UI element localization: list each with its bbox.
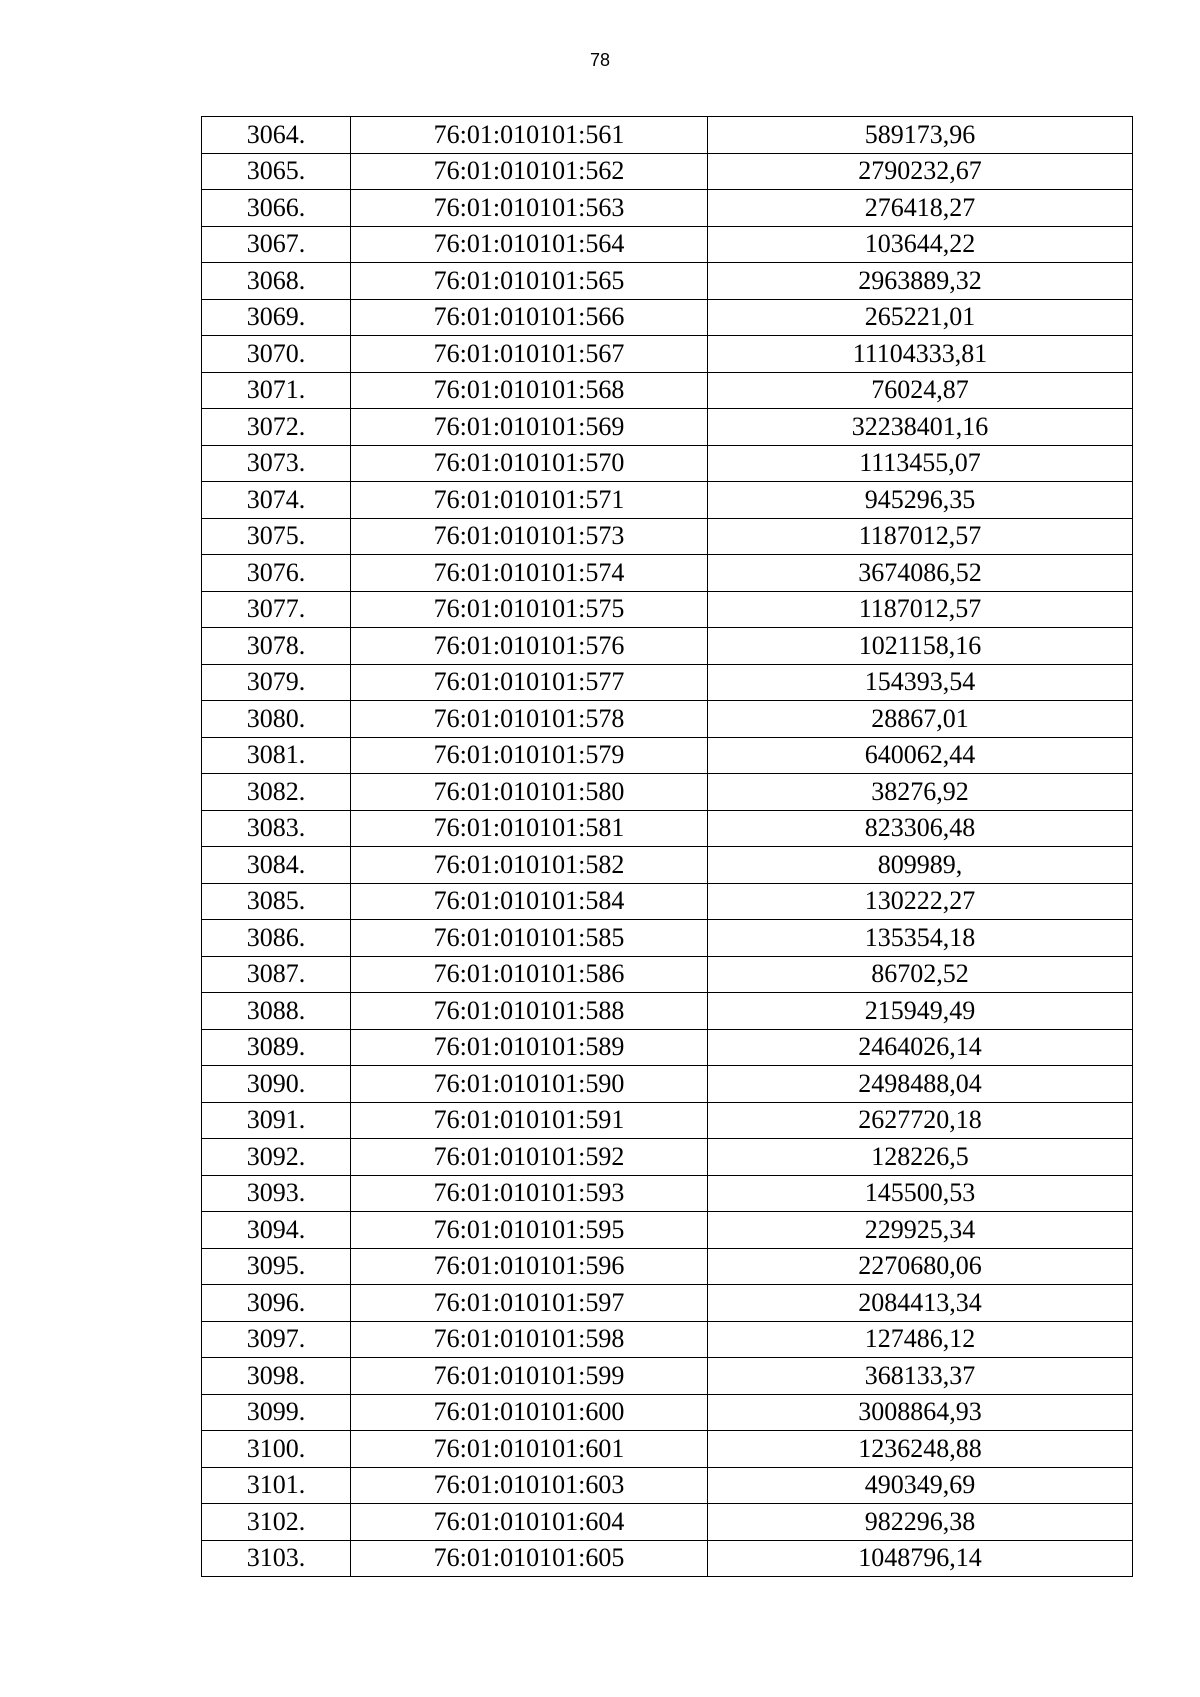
cadastral-number-cell: 76:01:010101:584 <box>351 883 708 920</box>
cadastral-number-cell: 76:01:010101:565 <box>351 263 708 300</box>
table-row <box>202 117 1133 154</box>
row-number-cell: 3072. <box>202 409 351 446</box>
cadastral-number-cell: 76:01:010101:591 <box>351 1102 708 1139</box>
cadastral-number-cell: 76:01:010101:562 <box>351 153 708 190</box>
value-cell: 2790232,67 <box>708 153 1133 190</box>
value-cell: 3674086,52 <box>708 555 1133 592</box>
table-row <box>202 956 1133 993</box>
table-row <box>202 1504 1133 1541</box>
cadastral-value-table <box>201 116 1133 1577</box>
row-number-cell: 3102. <box>202 1504 351 1541</box>
row-number-cell: 3101. <box>202 1467 351 1504</box>
cadastral-number-cell: 76:01:010101:570 <box>351 445 708 482</box>
row-number-cell: 3093. <box>202 1175 351 1212</box>
value-cell: 1187012,57 <box>708 591 1133 628</box>
cadastral-number-cell: 76:01:010101:564 <box>351 226 708 263</box>
row-number-cell: 3090. <box>202 1066 351 1103</box>
value-cell: 1048796,14 <box>708 1540 1133 1577</box>
cadastral-number-cell: 76:01:010101:580 <box>351 774 708 811</box>
table-row <box>202 591 1133 628</box>
table-row <box>202 1394 1133 1431</box>
page-number: 78 <box>589 50 611 70</box>
value-cell: 130222,27 <box>708 883 1133 920</box>
value-cell: 490349,69 <box>708 1467 1133 1504</box>
row-number-cell: 3064. <box>202 117 351 154</box>
cadastral-number-cell: 76:01:010101:575 <box>351 591 708 628</box>
table-row <box>202 1540 1133 1577</box>
cadastral-number-cell: 76:01:010101:568 <box>351 372 708 409</box>
table-row <box>202 518 1133 555</box>
row-number-cell: 3075. <box>202 518 351 555</box>
cadastral-number-cell: 76:01:010101:582 <box>351 847 708 884</box>
value-cell: 32238401,16 <box>708 409 1133 446</box>
value-cell: 823306,48 <box>708 810 1133 847</box>
cadastral-number-cell: 76:01:010101:586 <box>351 956 708 993</box>
table-row <box>202 1321 1133 1358</box>
table-row <box>202 1212 1133 1249</box>
cadastral-number-cell: 76:01:010101:601 <box>351 1431 708 1468</box>
table-row <box>202 1358 1133 1395</box>
row-number-cell: 3065. <box>202 153 351 190</box>
table-row <box>202 1139 1133 1176</box>
cadastral-number-cell: 76:01:010101:592 <box>351 1139 708 1176</box>
table-row <box>202 263 1133 300</box>
cadastral-number-cell: 76:01:010101:603 <box>351 1467 708 1504</box>
row-number-cell: 3074. <box>202 482 351 519</box>
value-cell: 28867,01 <box>708 701 1133 738</box>
row-number-cell: 3096. <box>202 1285 351 1322</box>
cadastral-number-cell: 76:01:010101:561 <box>351 117 708 154</box>
value-cell: 368133,37 <box>708 1358 1133 1395</box>
row-number-cell: 3098. <box>202 1358 351 1395</box>
value-cell: 1113455,07 <box>708 445 1133 482</box>
value-cell: 145500,53 <box>708 1175 1133 1212</box>
cadastral-number-cell: 76:01:010101:595 <box>351 1212 708 1249</box>
cadastral-number-cell: 76:01:010101:573 <box>351 518 708 555</box>
row-number-cell: 3085. <box>202 883 351 920</box>
table-row <box>202 701 1133 738</box>
cadastral-number-cell: 76:01:010101:589 <box>351 1029 708 1066</box>
table-row <box>202 1102 1133 1139</box>
value-cell: 127486,12 <box>708 1321 1133 1358</box>
value-cell: 2464026,14 <box>708 1029 1133 1066</box>
table-row <box>202 664 1133 701</box>
row-number-cell: 3067. <box>202 226 351 263</box>
value-cell: 640062,44 <box>708 737 1133 774</box>
row-number-cell: 3083. <box>202 810 351 847</box>
row-number-cell: 3073. <box>202 445 351 482</box>
table-row <box>202 920 1133 957</box>
table-row <box>202 810 1133 847</box>
row-number-cell: 3080. <box>202 701 351 738</box>
table-row <box>202 628 1133 665</box>
cadastral-number-cell: 76:01:010101:590 <box>351 1066 708 1103</box>
row-number-cell: 3070. <box>202 336 351 373</box>
cadastral-number-cell: 76:01:010101:599 <box>351 1358 708 1395</box>
value-cell: 2627720,18 <box>708 1102 1133 1139</box>
row-number-cell: 3068. <box>202 263 351 300</box>
cadastral-number-cell: 76:01:010101:574 <box>351 555 708 592</box>
table-row <box>202 1175 1133 1212</box>
table-row <box>202 847 1133 884</box>
cadastral-number-cell: 76:01:010101:569 <box>351 409 708 446</box>
row-number-cell: 3077. <box>202 591 351 628</box>
cadastral-number-cell: 76:01:010101:571 <box>351 482 708 519</box>
row-number-cell: 3089. <box>202 1029 351 1066</box>
row-number-cell: 3087. <box>202 956 351 993</box>
row-number-cell: 3092. <box>202 1139 351 1176</box>
table-row <box>202 1431 1133 1468</box>
value-cell: 2270680,06 <box>708 1248 1133 1285</box>
cadastral-number-cell: 76:01:010101:597 <box>351 1285 708 1322</box>
row-number-cell: 3091. <box>202 1102 351 1139</box>
value-cell: 589173,96 <box>708 117 1133 154</box>
cadastral-number-cell: 76:01:010101:604 <box>351 1504 708 1541</box>
table-row <box>202 445 1133 482</box>
value-cell: 103644,22 <box>708 226 1133 263</box>
value-cell: 1236248,88 <box>708 1431 1133 1468</box>
row-number-cell: 3100. <box>202 1431 351 1468</box>
cadastral-number-cell: 76:01:010101:563 <box>351 190 708 227</box>
cadastral-number-cell: 76:01:010101:598 <box>351 1321 708 1358</box>
cadastral-number-cell: 76:01:010101:581 <box>351 810 708 847</box>
value-cell: 11104333,81 <box>708 336 1133 373</box>
cadastral-number-cell: 76:01:010101:600 <box>351 1394 708 1431</box>
value-cell: 215949,49 <box>708 993 1133 1030</box>
table-row <box>202 883 1133 920</box>
row-number-cell: 3097. <box>202 1321 351 1358</box>
table-row <box>202 226 1133 263</box>
row-number-cell: 3078. <box>202 628 351 665</box>
value-cell: 76024,87 <box>708 372 1133 409</box>
table-row <box>202 299 1133 336</box>
value-cell: 1021158,16 <box>708 628 1133 665</box>
cadastral-number-cell: 76:01:010101:576 <box>351 628 708 665</box>
value-cell: 265221,01 <box>708 299 1133 336</box>
row-number-cell: 3076. <box>202 555 351 592</box>
row-number-cell: 3069. <box>202 299 351 336</box>
row-number-cell: 3071. <box>202 372 351 409</box>
row-number-cell: 3079. <box>202 664 351 701</box>
cadastral-number-cell: 76:01:010101:588 <box>351 993 708 1030</box>
table-row <box>202 993 1133 1030</box>
cadastral-number-cell: 76:01:010101:605 <box>351 1540 708 1577</box>
table-row <box>202 153 1133 190</box>
table-row <box>202 1066 1133 1103</box>
value-cell: 86702,52 <box>708 956 1133 993</box>
table-row <box>202 774 1133 811</box>
row-number-cell: 3103. <box>202 1540 351 1577</box>
value-cell: 982296,38 <box>708 1504 1133 1541</box>
table-row <box>202 409 1133 446</box>
table-row <box>202 1285 1133 1322</box>
cadastral-number-cell: 76:01:010101:567 <box>351 336 708 373</box>
row-number-cell: 3086. <box>202 920 351 957</box>
value-cell: 229925,34 <box>708 1212 1133 1249</box>
table-body <box>202 117 1133 1577</box>
cadastral-number-cell: 76:01:010101:578 <box>351 701 708 738</box>
table-row <box>202 336 1133 373</box>
cadastral-number-cell: 76:01:010101:577 <box>351 664 708 701</box>
value-cell: 2084413,34 <box>708 1285 1133 1322</box>
value-cell: 276418,27 <box>708 190 1133 227</box>
value-cell: 38276,92 <box>708 774 1133 811</box>
row-number-cell: 3095. <box>202 1248 351 1285</box>
table-row <box>202 1248 1133 1285</box>
value-cell: 154393,54 <box>708 664 1133 701</box>
row-number-cell: 3088. <box>202 993 351 1030</box>
table-row <box>202 555 1133 592</box>
table-row <box>202 372 1133 409</box>
value-cell: 945296,35 <box>708 482 1133 519</box>
value-cell: 3008864,93 <box>708 1394 1133 1431</box>
value-cell: 128226,5 <box>708 1139 1133 1176</box>
cadastral-number-cell: 76:01:010101:596 <box>351 1248 708 1285</box>
value-cell: 135354,18 <box>708 920 1133 957</box>
value-cell: 2963889,32 <box>708 263 1133 300</box>
row-number-cell: 3081. <box>202 737 351 774</box>
row-number-cell: 3094. <box>202 1212 351 1249</box>
row-number-cell: 3099. <box>202 1394 351 1431</box>
table-row <box>202 737 1133 774</box>
cadastral-number-cell: 76:01:010101:593 <box>351 1175 708 1212</box>
value-cell: 809989, <box>708 847 1133 884</box>
row-number-cell: 3084. <box>202 847 351 884</box>
row-number-cell: 3066. <box>202 190 351 227</box>
cadastral-number-cell: 76:01:010101:566 <box>351 299 708 336</box>
table-row <box>202 1029 1133 1066</box>
table-row <box>202 190 1133 227</box>
row-number-cell: 3082. <box>202 774 351 811</box>
table-row <box>202 482 1133 519</box>
table-row <box>202 1467 1133 1504</box>
value-cell: 1187012,57 <box>708 518 1133 555</box>
cadastral-number-cell: 76:01:010101:579 <box>351 737 708 774</box>
value-cell: 2498488,04 <box>708 1066 1133 1103</box>
cadastral-number-cell: 76:01:010101:585 <box>351 920 708 957</box>
